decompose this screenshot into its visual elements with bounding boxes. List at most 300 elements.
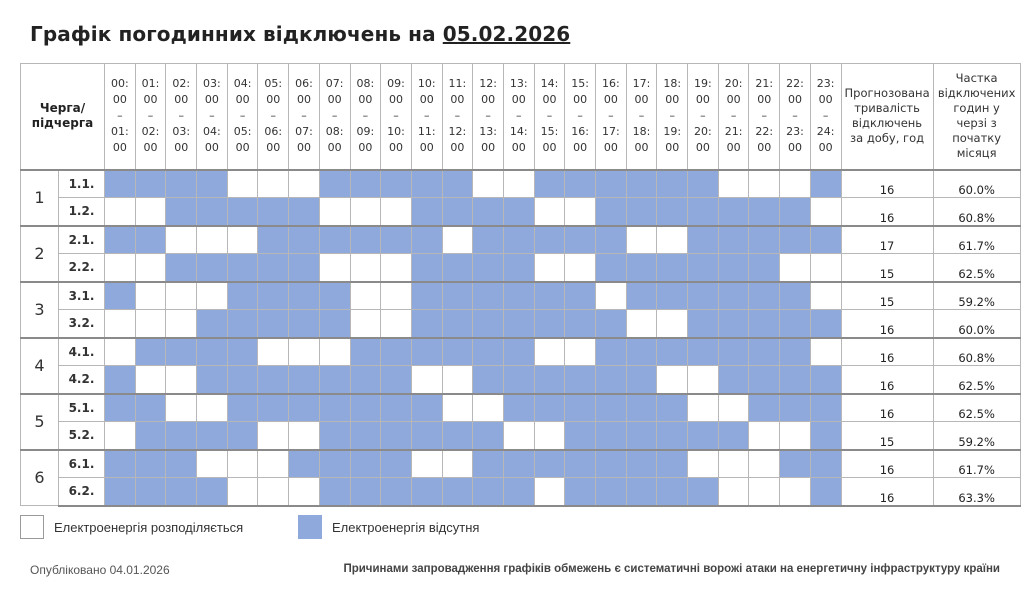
hour-cell-power-off <box>596 450 627 478</box>
hour-cell-power-off <box>319 310 350 338</box>
hour-cell-power-off <box>442 478 473 506</box>
share-value: 60.8% <box>933 198 1020 226</box>
hour-cell-power-on <box>749 170 780 198</box>
hour-header-part: 00 <box>296 93 311 107</box>
hour-header-part: 19: <box>694 77 712 91</box>
hour-header-part: – <box>546 109 553 123</box>
hour-cell-power-off <box>166 422 197 450</box>
hour-cell-power-off <box>565 226 596 254</box>
hour-header-1 <box>135 64 166 170</box>
hour-cell-power-off <box>289 450 320 478</box>
hour-cell-power-off <box>503 198 534 226</box>
hour-header-part: 05: <box>233 125 252 139</box>
hour-cell-power-off <box>503 310 534 338</box>
hour-cell-power-off <box>749 198 780 226</box>
hour-header-part: 03: <box>172 125 191 139</box>
hour-header-part: 18: <box>632 125 651 139</box>
hour-header-7 <box>319 64 350 170</box>
hour-header-part: 00 <box>389 93 404 107</box>
hour-cell-power-off <box>473 338 504 366</box>
hour-header-part: – <box>270 109 277 123</box>
hour-header-part: 02: <box>141 125 160 139</box>
hour-cell-power-off <box>227 310 258 338</box>
hour-header-part: 06: <box>264 125 283 139</box>
hour-cell-power-off <box>473 310 504 338</box>
hour-header-part: 08: <box>356 77 375 91</box>
hour-cell-power-off <box>442 282 473 310</box>
hour-header-part: 00 <box>419 93 434 107</box>
hour-header-part: 01: <box>141 77 160 91</box>
hour-cell-power-off <box>780 394 811 422</box>
subqueue-label: 5.1. <box>59 394 105 422</box>
table-row <box>21 394 1021 422</box>
hour-cell-power-off <box>503 478 534 506</box>
hour-cell-power-off <box>718 226 749 254</box>
hour-cell-power-off <box>258 310 289 338</box>
hour-header-part: 00 <box>112 93 127 107</box>
hour-cell-power-off <box>473 198 504 226</box>
hour-header-part: 00 <box>573 93 588 107</box>
hour-cell-power-on <box>534 422 565 450</box>
hour-cell-power-on <box>319 254 350 282</box>
hour-cell-power-off <box>105 450 136 478</box>
hour-header-part: – <box>822 109 829 123</box>
hour-header-part: 00 <box>143 141 158 155</box>
hour-cell-power-off <box>565 366 596 394</box>
hour-header-part: 00 <box>695 93 710 107</box>
hour-header-part: 00 <box>266 93 281 107</box>
hour-cell-power-off <box>289 394 320 422</box>
hour-cell-power-off <box>258 366 289 394</box>
hour-cell-power-off <box>810 394 841 422</box>
hour-cell-power-on <box>534 478 565 506</box>
hour-cell-power-off <box>350 226 381 254</box>
hour-cell-power-off <box>596 366 627 394</box>
hour-cell-power-off <box>350 450 381 478</box>
hour-cell-power-off <box>166 198 197 226</box>
hour-cell-power-off <box>197 478 228 506</box>
legend-on-label: Електроенергія розподіляється <box>54 519 244 535</box>
hour-header-part: 12: <box>479 77 497 91</box>
hour-header-part: 02: <box>172 77 191 91</box>
hour-header-part: 19: <box>663 125 682 139</box>
hour-cell-power-off <box>442 422 473 450</box>
hour-header-22 <box>780 64 811 170</box>
hour-cell-power-off <box>565 478 596 506</box>
hour-cell-power-off <box>350 394 381 422</box>
hour-cell-power-on <box>381 254 412 282</box>
hour-cell-power-on <box>350 310 381 338</box>
hour-cell-power-off <box>350 478 381 506</box>
legend-power-off <box>298 515 479 539</box>
hour-header-part: 00 <box>235 93 250 107</box>
hour-header-part: 10: <box>417 77 436 91</box>
hour-header-part: 00 <box>327 93 342 107</box>
hour-header-0 <box>105 64 136 170</box>
hour-cell-power-off <box>166 450 197 478</box>
hour-cell-power-off <box>381 394 412 422</box>
hour-cell-power-off <box>626 282 657 310</box>
hour-header-part: 22: <box>786 77 804 91</box>
hour-cell-power-off <box>810 366 841 394</box>
hour-cell-power-on <box>657 366 688 394</box>
hour-header-part: 11: <box>448 77 467 91</box>
hour-header-part: – <box>362 109 369 123</box>
hour-cell-power-on <box>534 338 565 366</box>
hour-header-part: 04: <box>203 125 221 139</box>
hour-header-part: 00 <box>603 141 618 155</box>
hour-cell-power-on <box>350 198 381 226</box>
hour-cell-power-off <box>596 422 627 450</box>
hour-header-part: – <box>454 109 461 123</box>
hour-cell-power-off <box>780 198 811 226</box>
published-date: Опубліковано 04.01.2026 <box>30 563 170 577</box>
hour-header-19 <box>688 64 719 170</box>
share-value: 62.5% <box>933 366 1020 394</box>
hour-header-part: 16: <box>571 125 589 139</box>
hour-cell-power-off <box>227 254 258 282</box>
hour-cell-power-off <box>780 338 811 366</box>
hour-cell-power-off <box>350 422 381 450</box>
hour-cell-power-on <box>626 310 657 338</box>
hour-cell-power-off <box>227 198 258 226</box>
hour-cell-power-off <box>319 394 350 422</box>
duration-value: 15 <box>841 422 933 450</box>
duration-value: 16 <box>841 338 933 366</box>
hour-header-part: 00 <box>665 93 680 107</box>
hour-cell-power-off <box>503 394 534 422</box>
hour-cell-power-off <box>503 226 534 254</box>
hour-cell-power-on <box>227 450 258 478</box>
legend-power-on <box>20 515 243 539</box>
share-value: 60.0% <box>933 310 1020 338</box>
hour-cell-power-off <box>135 338 166 366</box>
hour-header-part: 00: <box>110 77 129 91</box>
subqueue-label: 2.2. <box>59 254 105 282</box>
hour-header-part: 01: <box>110 125 129 139</box>
hour-header-part: 00 <box>726 93 741 107</box>
hour-cell-power-off <box>289 366 320 394</box>
hour-cell-power-on <box>258 170 289 198</box>
hour-cell-power-off <box>626 170 657 198</box>
hour-cell-power-off <box>810 478 841 506</box>
hour-cell-power-off <box>381 422 412 450</box>
hour-header-part: 20: <box>694 125 712 139</box>
hour-cell-power-off <box>780 366 811 394</box>
hour-cell-power-off <box>442 310 473 338</box>
hour-cell-power-off <box>411 394 442 422</box>
hour-cell-power-on <box>166 282 197 310</box>
hour-cell-power-off <box>596 478 627 506</box>
hour-cell-power-off <box>657 338 688 366</box>
duration-column-header: Прогнозована тривалість відключень за добу, год <box>841 64 933 170</box>
hour-header-part: – <box>239 109 246 123</box>
hour-cell-power-on <box>289 478 320 506</box>
hour-cell-power-on <box>135 282 166 310</box>
hour-cell-power-off <box>565 310 596 338</box>
hour-cell-power-off <box>749 226 780 254</box>
hour-cell-power-off <box>718 338 749 366</box>
hour-cell-power-off <box>626 394 657 422</box>
hour-header-4 <box>227 64 258 170</box>
hour-header-part: 06: <box>295 77 313 91</box>
hour-cell-power-off <box>596 226 627 254</box>
hour-header-part: 00 <box>327 141 342 155</box>
hour-cell-power-off <box>657 422 688 450</box>
hour-cell-power-off <box>565 450 596 478</box>
hour-cell-power-off <box>289 310 320 338</box>
share-value: 60.0% <box>933 170 1020 198</box>
hour-header-part: 00 <box>634 141 649 155</box>
table-body <box>21 170 1021 506</box>
hour-header-part: 13: <box>509 77 528 91</box>
hour-header-part: 00 <box>296 141 311 155</box>
hour-header-part: 00 <box>450 93 465 107</box>
hour-cell-power-off <box>626 198 657 226</box>
hour-cell-power-on <box>105 198 136 226</box>
hour-cell-power-off <box>596 394 627 422</box>
share-value: 63.3% <box>933 478 1020 506</box>
duration-value: 16 <box>841 394 933 422</box>
hour-cell-power-off <box>657 450 688 478</box>
hour-header-part: – <box>393 109 399 123</box>
hour-header-part: 00 <box>358 141 373 155</box>
hour-cell-power-on <box>810 198 841 226</box>
hour-cell-power-off <box>197 170 228 198</box>
hour-header-11 <box>442 64 473 170</box>
hour-cell-power-on <box>688 450 719 478</box>
hour-header-part: 00 <box>511 141 526 155</box>
hour-header-part: 04: <box>233 77 252 91</box>
hour-header-part: 00 <box>511 93 526 107</box>
hour-cell-power-on <box>411 450 442 478</box>
hour-header-part: 00 <box>266 141 281 155</box>
hour-header-part: 23: <box>816 77 835 91</box>
hour-cell-power-off <box>688 310 719 338</box>
hour-cell-power-off <box>105 226 136 254</box>
hour-cell-power-off <box>688 170 719 198</box>
hour-cell-power-off <box>657 254 688 282</box>
hour-cell-power-off <box>442 170 473 198</box>
hour-cell-power-off <box>718 282 749 310</box>
hour-header-16 <box>596 64 627 170</box>
hour-cell-power-on <box>135 198 166 226</box>
hour-cell-power-off <box>319 170 350 198</box>
hour-cell-power-on <box>411 366 442 394</box>
hour-cell-power-off <box>319 282 350 310</box>
table-row <box>21 450 1021 478</box>
hour-cell-power-on <box>197 394 228 422</box>
hour-header-part: 00 <box>358 93 373 107</box>
title-text: Графік погодинних відключень на <box>30 22 443 46</box>
hour-header-part: 00 <box>481 93 496 107</box>
hour-cell-power-off <box>657 478 688 506</box>
hour-cell-power-on <box>810 282 841 310</box>
hour-cell-power-on <box>534 254 565 282</box>
hour-cell-power-on <box>596 282 627 310</box>
legend-swatch-off <box>298 515 322 539</box>
hour-cell-power-off <box>105 282 136 310</box>
hour-cell-power-off <box>718 198 749 226</box>
hour-cell-power-off <box>473 226 504 254</box>
hour-cell-power-on <box>350 254 381 282</box>
subqueue-label: 6.2. <box>59 478 105 506</box>
hour-cell-power-off <box>565 282 596 310</box>
hour-cell-power-off <box>810 450 841 478</box>
hour-cell-power-on <box>503 422 534 450</box>
table-row <box>21 198 1021 226</box>
queue-number: 3 <box>21 282 59 338</box>
hour-cell-power-off <box>688 478 719 506</box>
hour-cell-power-off <box>780 226 811 254</box>
hour-cell-power-off <box>166 254 197 282</box>
hour-cell-power-off <box>657 198 688 226</box>
hour-cell-power-off <box>166 170 197 198</box>
queue-label-line-2: підчерга <box>31 116 94 131</box>
hour-cell-power-off <box>350 170 381 198</box>
hour-cell-power-off <box>503 450 534 478</box>
hour-cell-power-off <box>289 282 320 310</box>
share-column-header: Частка відключених годин у черзі з початку місяця <box>933 64 1020 170</box>
hour-header-part: 00 <box>573 141 588 155</box>
hour-cell-power-off <box>227 422 258 450</box>
hour-cell-power-off <box>596 338 627 366</box>
hour-cell-power-off <box>565 170 596 198</box>
hour-cell-power-on <box>166 366 197 394</box>
hour-cell-power-off <box>718 254 749 282</box>
hour-header-part: – <box>608 109 614 123</box>
queue-label-line-1: Черга/ <box>39 101 86 116</box>
hour-header-part: 14: <box>540 77 559 91</box>
subqueue-label: 1.2. <box>59 198 105 226</box>
hour-cell-power-off <box>411 254 442 282</box>
hour-header-part: – <box>669 109 675 123</box>
hour-header-part: – <box>577 109 583 123</box>
hour-cell-power-off <box>319 226 350 254</box>
hour-cell-power-off <box>626 366 657 394</box>
hour-header-part: 22: <box>755 125 774 139</box>
hour-header-part: 07: <box>295 125 313 139</box>
hour-header-part: 17: <box>632 77 651 91</box>
hour-cell-power-off <box>749 254 780 282</box>
duration-value: 16 <box>841 170 933 198</box>
hour-header-18 <box>657 64 688 170</box>
hour-cell-power-off <box>473 366 504 394</box>
hour-cell-power-off <box>135 450 166 478</box>
hour-cell-power-on <box>166 394 197 422</box>
hour-header-part: – <box>792 109 798 123</box>
hour-cell-power-off <box>749 338 780 366</box>
hour-header-3 <box>197 64 228 170</box>
hour-cell-power-on <box>473 170 504 198</box>
hour-header-part: 21: <box>755 77 774 91</box>
share-value: 59.2% <box>933 422 1020 450</box>
hour-cell-power-on <box>780 170 811 198</box>
hour-header-21 <box>749 64 780 170</box>
share-value: 60.8% <box>933 338 1020 366</box>
hour-cell-power-off <box>289 226 320 254</box>
hour-cell-power-on <box>319 338 350 366</box>
hour-cell-power-on <box>780 422 811 450</box>
hour-header-part: – <box>331 109 338 123</box>
hour-header-part: – <box>761 109 768 123</box>
hour-cell-power-off <box>534 170 565 198</box>
hour-header-part: 14: <box>509 125 528 139</box>
hour-header-part: 00 <box>603 93 618 107</box>
hour-cell-power-off <box>227 338 258 366</box>
hour-cell-power-off <box>258 198 289 226</box>
hour-cell-power-off <box>749 366 780 394</box>
hour-cell-power-off <box>319 478 350 506</box>
hour-cell-power-off <box>105 170 136 198</box>
hour-cell-power-off <box>258 254 289 282</box>
hour-header-part: 00 <box>481 141 496 155</box>
hour-header-part: 00 <box>542 141 557 155</box>
hour-header-part: 00 <box>204 141 219 155</box>
hour-header-part: 00 <box>112 141 127 155</box>
hour-cell-power-off <box>688 198 719 226</box>
hour-cell-power-on <box>749 422 780 450</box>
hour-cell-power-on <box>289 422 320 450</box>
hour-header-part: 11: <box>417 125 436 139</box>
hour-cell-power-off <box>626 478 657 506</box>
hour-header-part: 00 <box>419 141 434 155</box>
hour-header-part: 05: <box>264 77 283 91</box>
hour-cell-power-off <box>442 338 473 366</box>
hour-cell-power-off <box>718 422 749 450</box>
hour-cell-power-off <box>473 282 504 310</box>
hour-cell-power-off <box>503 366 534 394</box>
hour-header-part: 23: <box>786 125 804 139</box>
hour-header-part: 13: <box>479 125 497 139</box>
footer-note: Причинами запровадження графіків обмежень є систематичні ворожі атаки на енергетичну інфраструктуру країни <box>343 563 1000 575</box>
hour-cell-power-off <box>780 282 811 310</box>
hour-cell-power-on <box>166 310 197 338</box>
hour-header-8 <box>350 64 381 170</box>
duration-value: 15 <box>841 282 933 310</box>
hour-cell-power-off <box>626 254 657 282</box>
hour-cell-power-off <box>626 450 657 478</box>
hour-cell-power-on <box>442 366 473 394</box>
hour-header-part: – <box>638 109 645 123</box>
hour-cell-power-on <box>718 450 749 478</box>
table-row <box>21 338 1021 366</box>
hour-cell-power-off <box>105 478 136 506</box>
hour-cell-power-off <box>503 282 534 310</box>
hour-header-part: – <box>178 109 184 123</box>
hour-cell-power-off <box>503 338 534 366</box>
schedule-grid-wrapper <box>20 63 1021 507</box>
hour-cell-power-on <box>503 170 534 198</box>
hour-header-part: 24: <box>816 125 835 139</box>
hour-cell-power-off <box>411 226 442 254</box>
hour-header-part: – <box>700 109 706 123</box>
hour-cell-power-off <box>197 310 228 338</box>
hour-cell-power-on <box>442 226 473 254</box>
hour-cell-power-on <box>258 450 289 478</box>
hour-cell-power-off <box>411 478 442 506</box>
legend-off-label: Електроенергія відсутня <box>332 519 480 535</box>
hour-cell-power-on <box>442 450 473 478</box>
hour-cell-power-off <box>565 394 596 422</box>
queue-number: 1 <box>21 170 59 226</box>
hour-cell-power-on <box>135 366 166 394</box>
hour-cell-power-off <box>350 338 381 366</box>
hour-cell-power-off <box>381 478 412 506</box>
hour-cell-power-on <box>780 254 811 282</box>
subqueue-label: 5.2. <box>59 422 105 450</box>
hour-header-23 <box>810 64 841 170</box>
